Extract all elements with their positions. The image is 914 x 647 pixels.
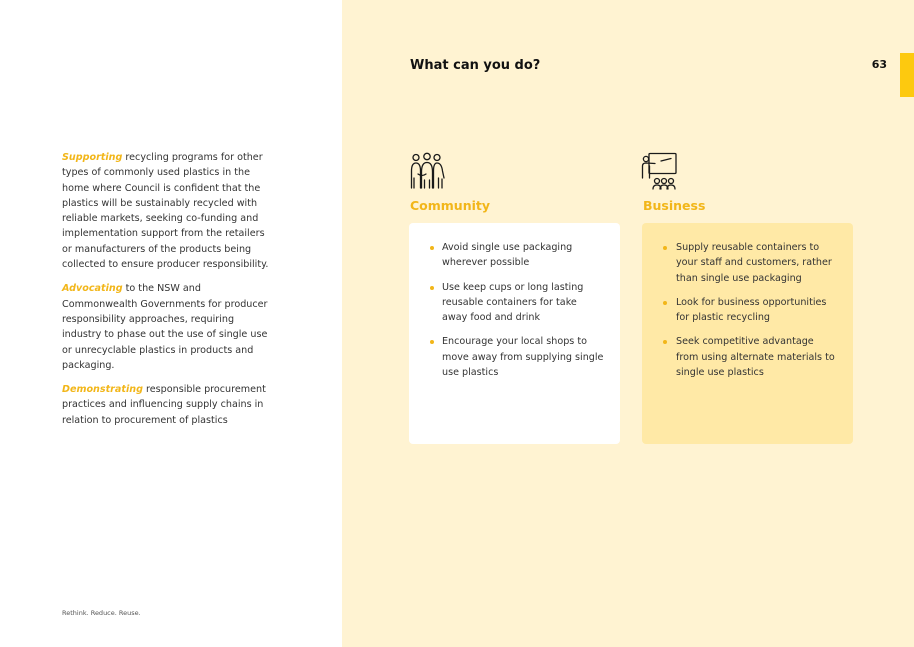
list-item: Supply reusable containers to your staff and customers, rather than single use packaging [662, 240, 837, 286]
presentation-icon [641, 152, 679, 194]
page-title: What can you do? [410, 58, 541, 73]
page-number: 63 [871, 58, 887, 71]
highlight-demonstrating: Demonstrating [62, 384, 143, 396]
paragraph-supporting-text: recycling programs for other types of commonly used plastics in the home where Council is confident that the plastics will be sustainably recycled with reliable markets, seeking co-funding and implementation support from the retailers or manufacturers of the products being collected to ensure producer responsibility. [62, 152, 269, 271]
paragraph-demonstrating-text: responsible procurement practices and influencing supply chains in relation to procurement of plastics [62, 384, 266, 426]
paragraph-advocating [62, 281, 274, 373]
left-page [0, 0, 342, 647]
community-list [429, 240, 604, 380]
community-heading: Community [410, 198, 491, 213]
section-tab [900, 53, 914, 97]
list-item: Avoid single use packaging wherever possible [429, 240, 604, 271]
list-item: Seek competitive advantage from using alternate materials to single use plastics [662, 334, 837, 380]
paragraph-demonstrating [62, 382, 274, 428]
business-card [642, 223, 853, 444]
footer-tagline: Rethink. Reduce. Reuse. [62, 609, 141, 617]
left-body-text [62, 150, 274, 437]
business-list [662, 240, 837, 380]
list-item: Look for business opportunities for plastic recycling [662, 295, 837, 326]
community-card [409, 223, 620, 444]
highlight-advocating: Advocating [62, 283, 123, 295]
paragraph-supporting [62, 150, 274, 272]
highlight-supporting: Supporting [62, 152, 123, 163]
list-item: Encourage your local shops to move away from supplying single use plastics [429, 334, 604, 380]
community-people-icon [409, 152, 447, 194]
business-heading: Business [643, 198, 706, 213]
paragraph-advocating-text: to the NSW and Commonwealth Governments for producer responsibility approaches, requiring industry to phase out the use of single use or unrecyclable plastics in products and packaging. [62, 283, 268, 371]
list-item: Use keep cups or long lasting reusable containers for take away food and drink [429, 280, 604, 326]
